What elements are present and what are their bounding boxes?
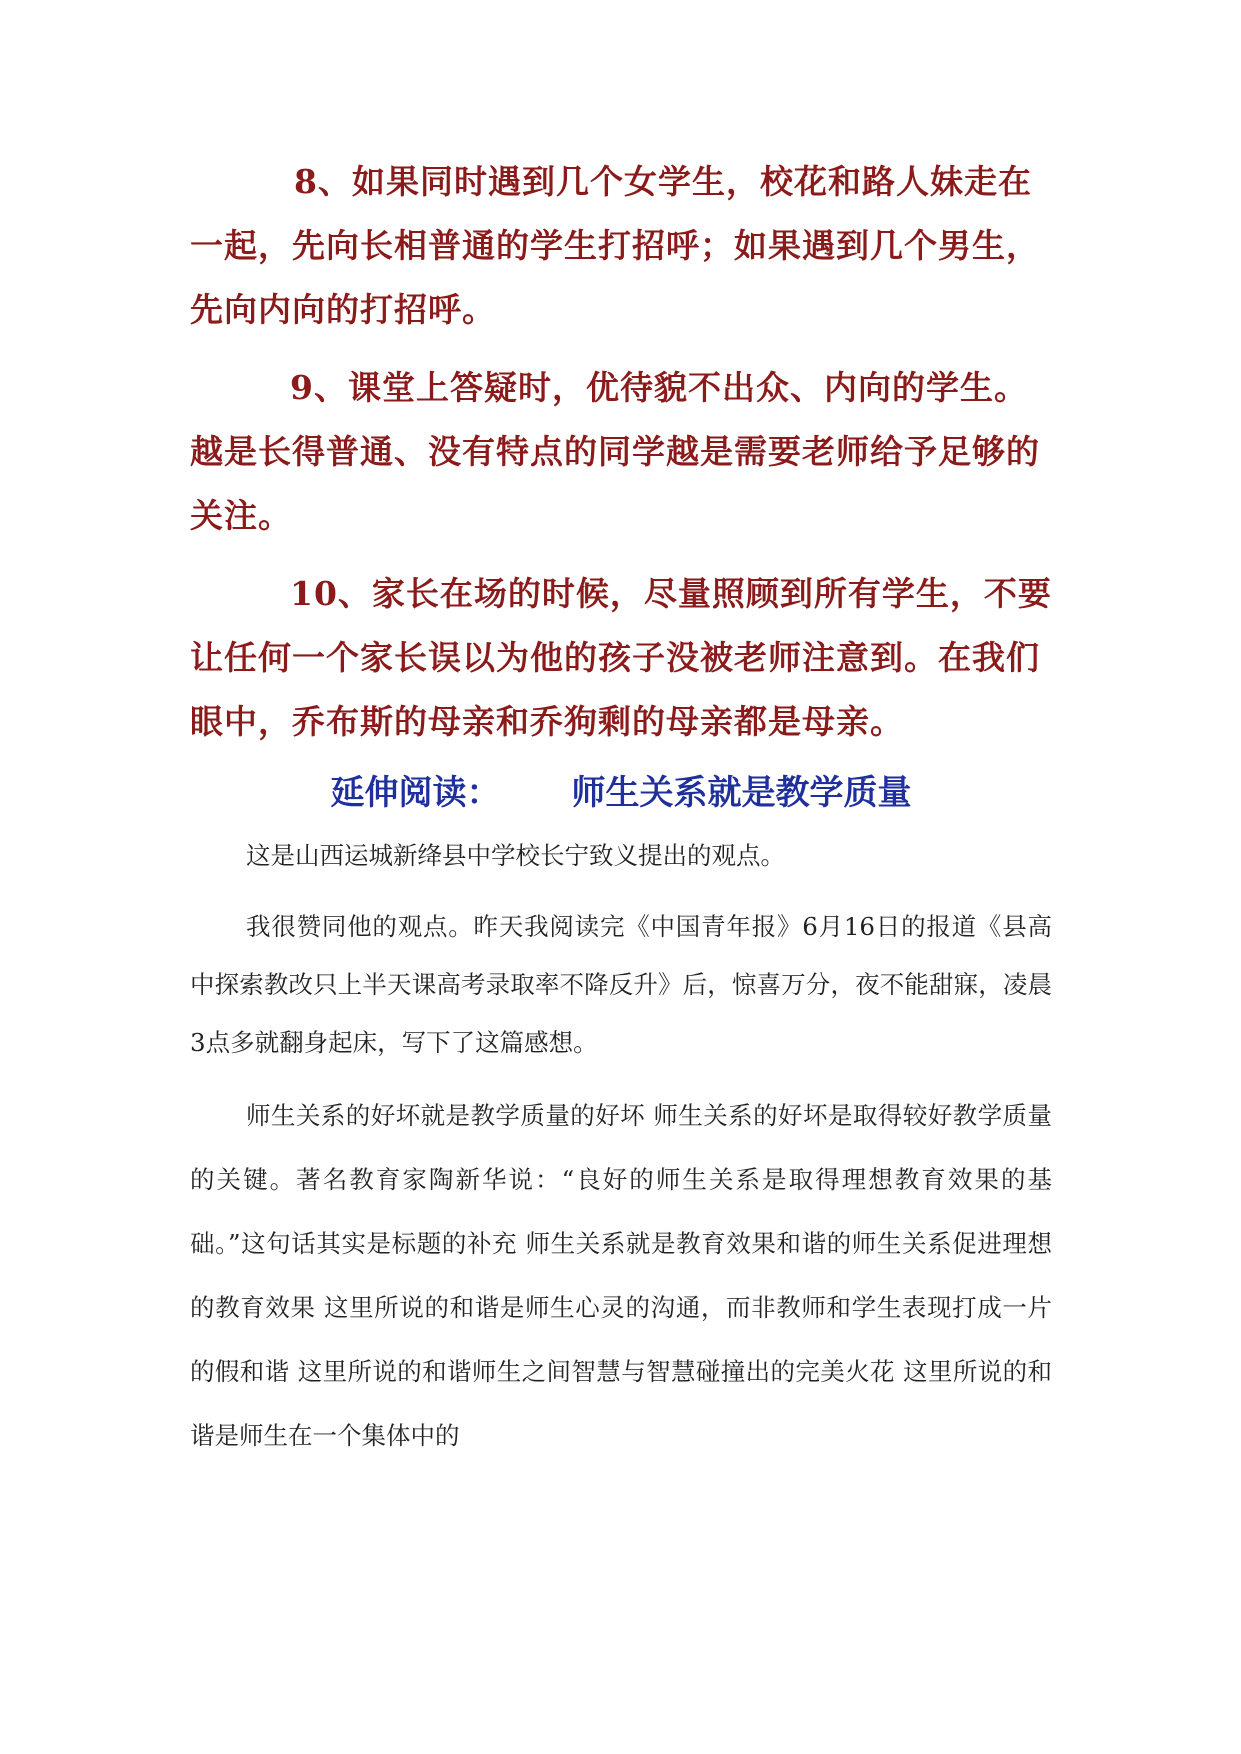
extended-reading-heading: 延伸阅读： 师生关系就是教学质量 bbox=[330, 773, 912, 813]
opinion-paragraph: 我很赞同他的观点。昨天我阅读完《中国青年报》6月16日的报道《县高中探索教改只上半天课高考录取率不降反升》后，惊喜万分，夜不能甜寐，凌晨3点多就翻身起床，写下了这篇感想。 bbox=[190, 912, 1052, 1057]
intro-paragraph: 这是山西运城新绛县中学校长宁致义提出的观点。 bbox=[246, 841, 785, 870]
rule-10-paragraph: 10、家长在场的时候，尽量照顾到所有学生，不要让任何一个家长误以为他的孩子没被老师注意到。在我们眼中，乔布斯的母亲和乔狗剩的母亲都是母亲。 bbox=[190, 574, 1052, 741]
relationship-paragraph: 师生关系的好坏就是教学质量的好坏 师生关系的好坏是取得较好教学质量的关键。著名教育家陶新华说：“良好的师生关系是取得理想教育效果的基础。”这句话其实是标题的补充 师生关系就是教育效果和谐的师生关系促进理想的教育效果 这里所说的和谐是师生心灵的沟通，而非教师和学生表现打成一片的假和谐 这里所说的和谐师生之间智慧与智慧碰撞出的完美火花 这里所说的和谐是师生在一个集体中的 bbox=[190, 1101, 1052, 1450]
rule-9-paragraph: 9、课堂上答疑时，优待貌不出众、内向的学生。越是长得普通、没有特点的同学越是需要老师给予足够的关注。 bbox=[190, 368, 1040, 535]
rule-8-paragraph: 8、如果同时遇到几个女学生，校花和路人妹走在一起，先向长相普通的学生打招呼；如果遇到几个男生，先向内向的打招呼。 bbox=[190, 162, 1040, 329]
document-page bbox=[190, 150, 1052, 1480]
